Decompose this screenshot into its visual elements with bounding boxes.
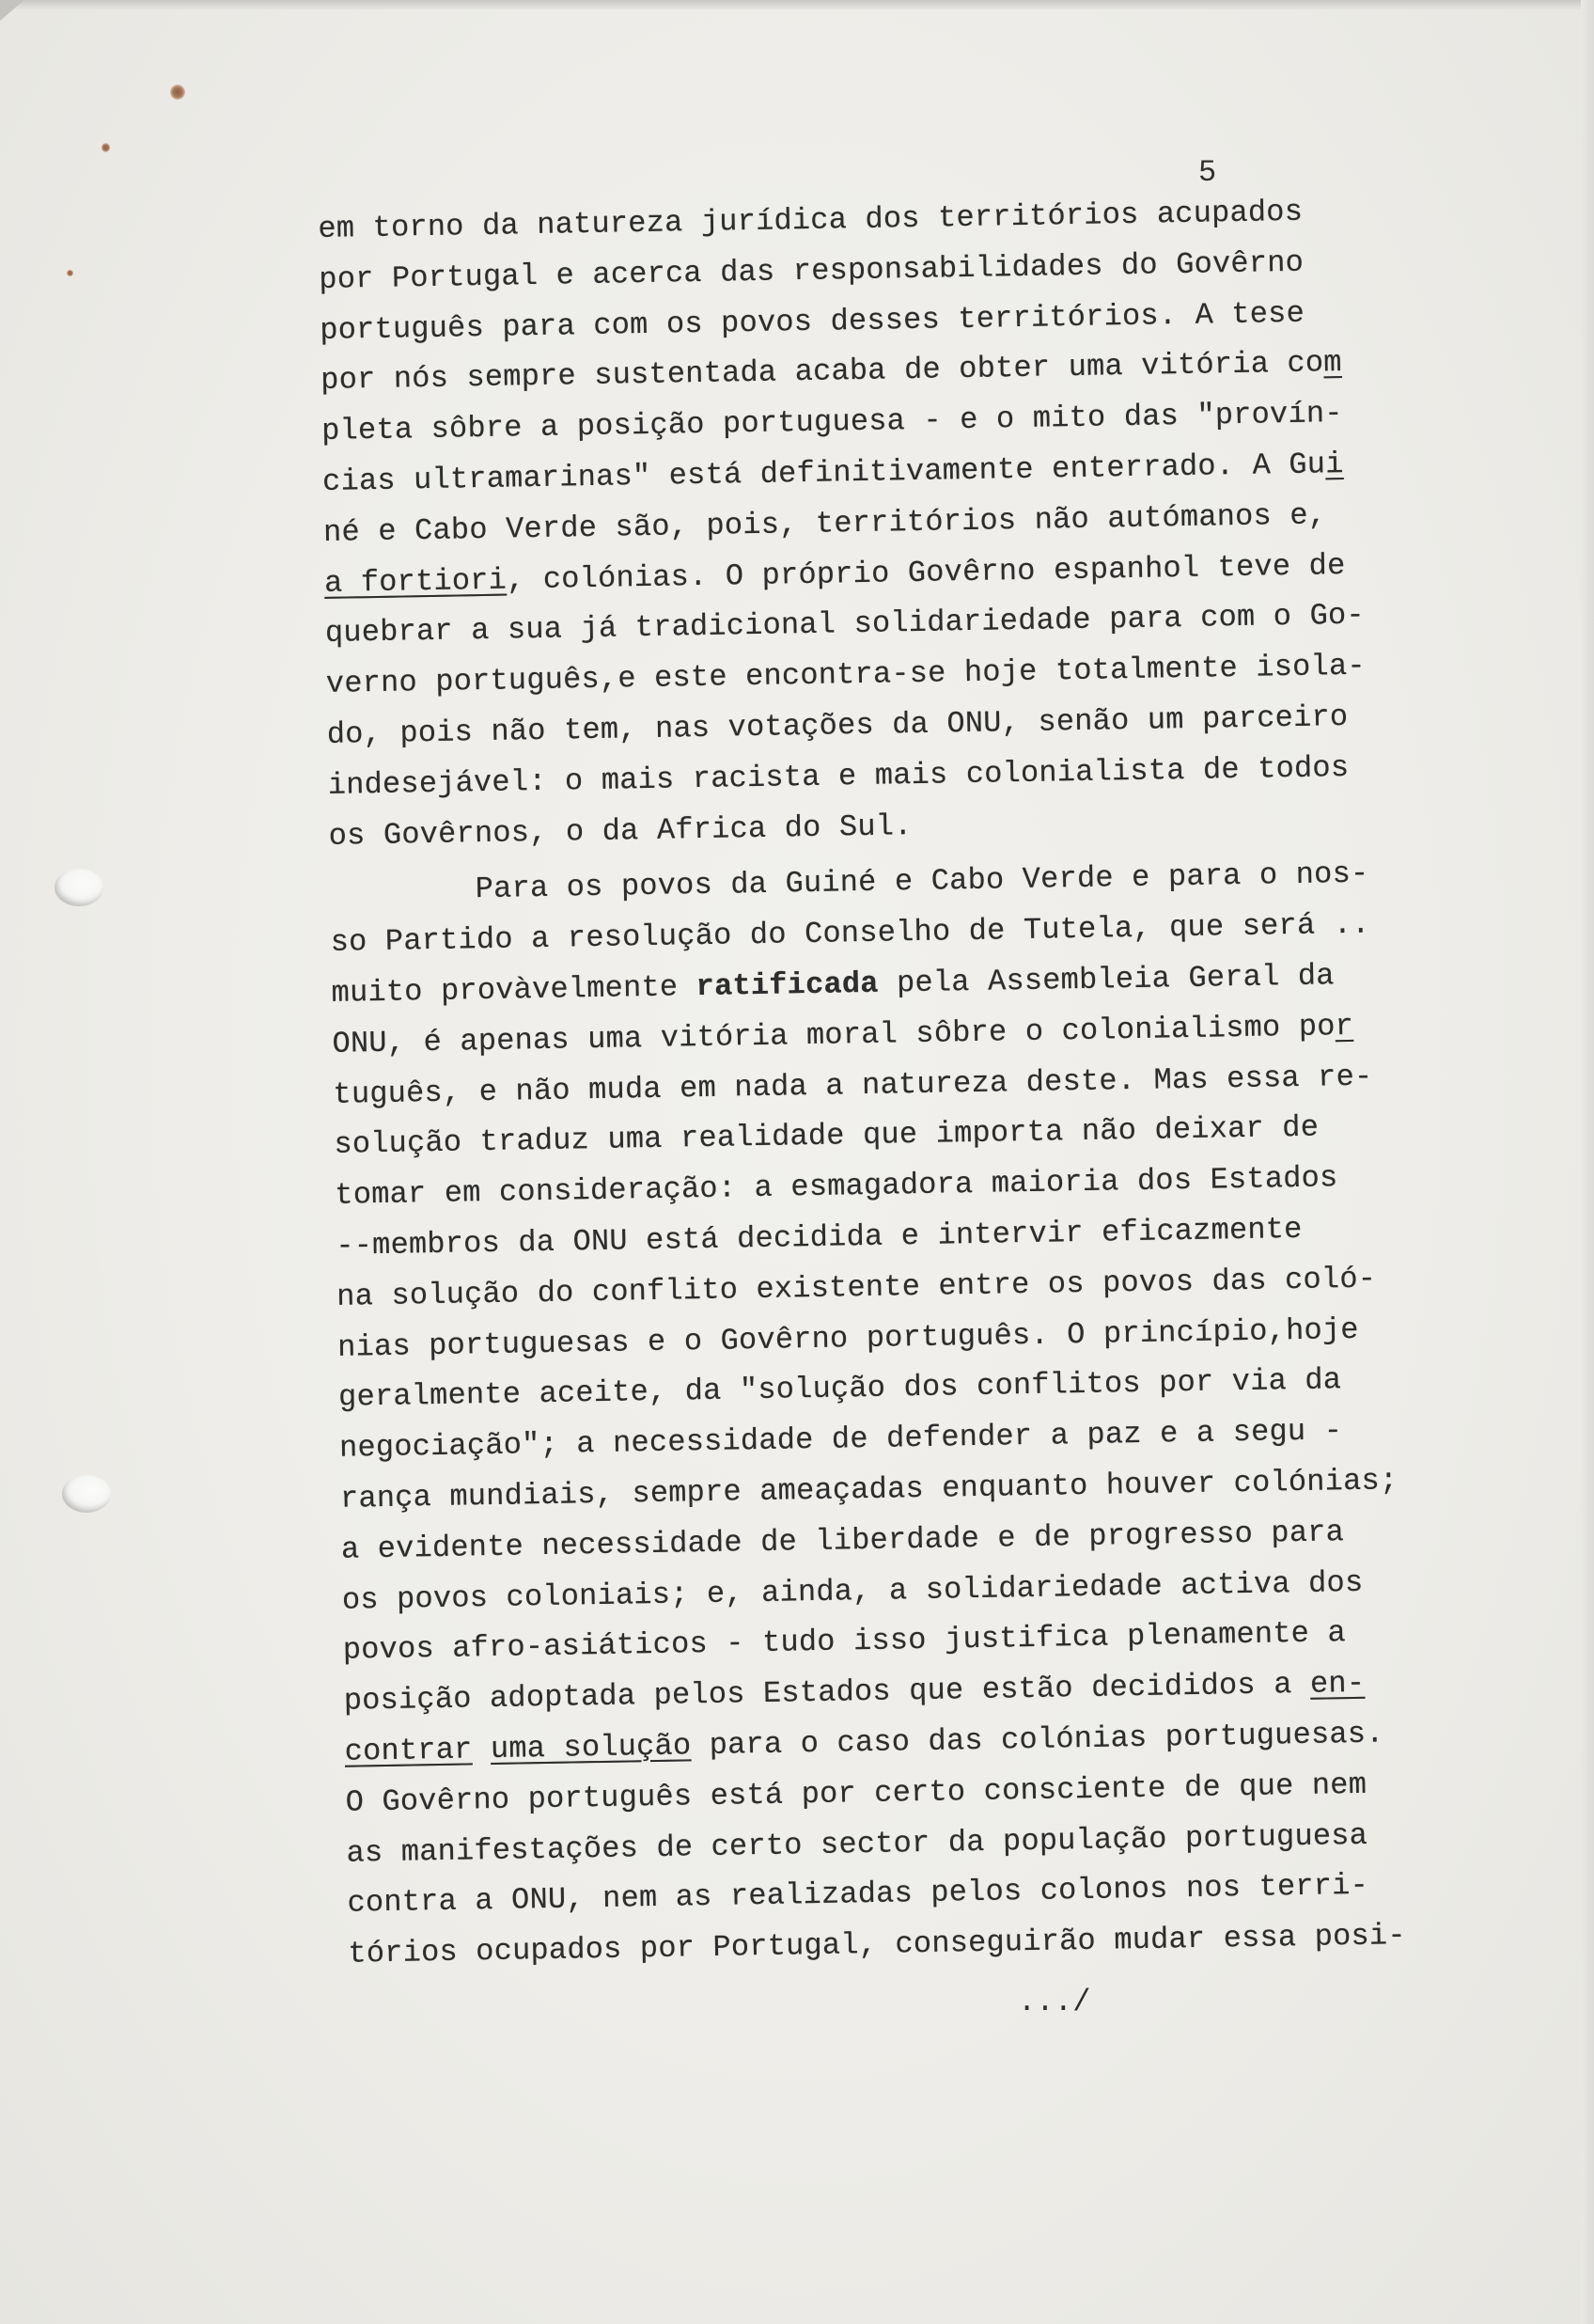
punch-hole [55, 869, 103, 906]
paragraph-2 [329, 849, 1406, 1980]
text-line: os Govêrnos, o da Africa do Sul. [328, 808, 913, 854]
continuation-mark: .../ [1018, 1985, 1091, 2019]
text-line: português para com os povos desses territórios. A tese [320, 295, 1305, 348]
text-line: negociação"; a necessidade de defender a paz e a segu - [338, 1413, 1343, 1466]
underlined-text: r [1335, 1008, 1354, 1044]
text-line: do, pois não tem, nas votações da ONU, senão um parceiro [326, 699, 1349, 752]
text-segment: pela Assembleia Geral da [878, 958, 1335, 1001]
text-segment: para o caso das colónias portuguesas. [691, 1716, 1384, 1764]
text-segment: por nós sempre sustentada acaba de obter uma vitória co [320, 345, 1324, 399]
text-segment: ONU, é apenas uma vitória moral sôbre o colonialismo po [332, 1008, 1336, 1061]
text-line: indesejável: o mais racista e mais colonialista de todos [327, 749, 1350, 803]
text-line: contra a ONU, nem as realizadas pelos colonos nos terri- [347, 1868, 1369, 1922]
text-line: Para os povos da Guiné e Cabo Verde e para o nos- [475, 856, 1369, 907]
page-number: 5 [1198, 155, 1217, 190]
text-segment: cias ultramarinas" está definitivamente enterrado. A Gu [321, 447, 1326, 499]
text-line: quebrar a sua já tradicional solidariedade para com o Go- [324, 598, 1366, 652]
underlined-text: contrar [344, 1732, 473, 1769]
text-line: geralmente aceite, da "solução dos conflitos por via da [337, 1362, 1342, 1416]
text-line: em torno da natureza jurídica dos territórios acupados [318, 194, 1304, 246]
rust-spot [102, 143, 110, 152]
text-line: por Portugal e acerca das responsabilidades do Govêrno [319, 244, 1305, 297]
text-line: so Partido a resolução do Conselho de Tutela, que será .. [330, 906, 1370, 961]
underlined-text: m [1322, 345, 1343, 381]
punch-hole [62, 1475, 111, 1513]
text-segment: posição adoptada pelos Estados que estão decididos a [343, 1666, 1311, 1719]
rust-spot [67, 270, 73, 276]
text-line: tórios ocupados por Portugal, conseguirão mudar essa posi- [348, 1918, 1407, 1971]
text-line: O Govêrno português está por certo consciente de que nem [345, 1767, 1367, 1820]
text-segment: muito provàvelmente [331, 969, 696, 1011]
underlined-text: i [1324, 446, 1344, 482]
document-body [318, 185, 1406, 1979]
text-line: as manifestações de certo sector da população portuguesa [346, 1817, 1368, 1871]
underlined-text: uma solução [490, 1728, 692, 1767]
text-line: solução traduz uma realidade que importa não deixar de [334, 1109, 1320, 1163]
text-line: tuguês, e não muda em nada a natureza deste. Mas essa re- [333, 1059, 1373, 1112]
overtyped-text: ratificada [695, 966, 879, 1005]
text-line: nias portuguesas e o Govêrno português. O princípio,hoje [336, 1311, 1359, 1365]
text-line: rança mundiais, sempre ameaçadas enquanto houver colónias; [339, 1463, 1399, 1516]
text-line: tomar em consideração: a esmagadora maioria dos Estados [335, 1160, 1338, 1213]
rust-spot [170, 85, 185, 100]
text-line: --membros da ONU está decidida e intervir eficazmente [336, 1211, 1303, 1264]
text-line: os povos coloniais; e, ainda, a solidariedade activa dos [341, 1564, 1364, 1618]
text-line: verno português,e este encontra-se hoje totalmente isola- [325, 648, 1367, 702]
text-line: povos afro-asiáticos - tudo isso justifica plenamente a [342, 1615, 1347, 1669]
text-line: a evidente necessidade de liberdade e de progresso para [340, 1514, 1345, 1567]
text-segment: , colónias. O próprio Govêrno espanhol teve de [506, 547, 1346, 598]
paper-right-edge [1581, 0, 1594, 2324]
underlined-text: a fortiori [323, 562, 508, 601]
text-line: na solução do conflito existente entre os povos das coló- [336, 1261, 1377, 1314]
paper-top-edge [0, 0, 1594, 9]
text-line: pleta sôbre a posição portuguesa - e o mito das "provín- [320, 396, 1343, 449]
text-line: né e Cabo Verde são, pois, territórios não autómanos e, [322, 497, 1327, 550]
paragraph-1 [318, 185, 1386, 861]
underlined-text: en- [1309, 1665, 1366, 1702]
